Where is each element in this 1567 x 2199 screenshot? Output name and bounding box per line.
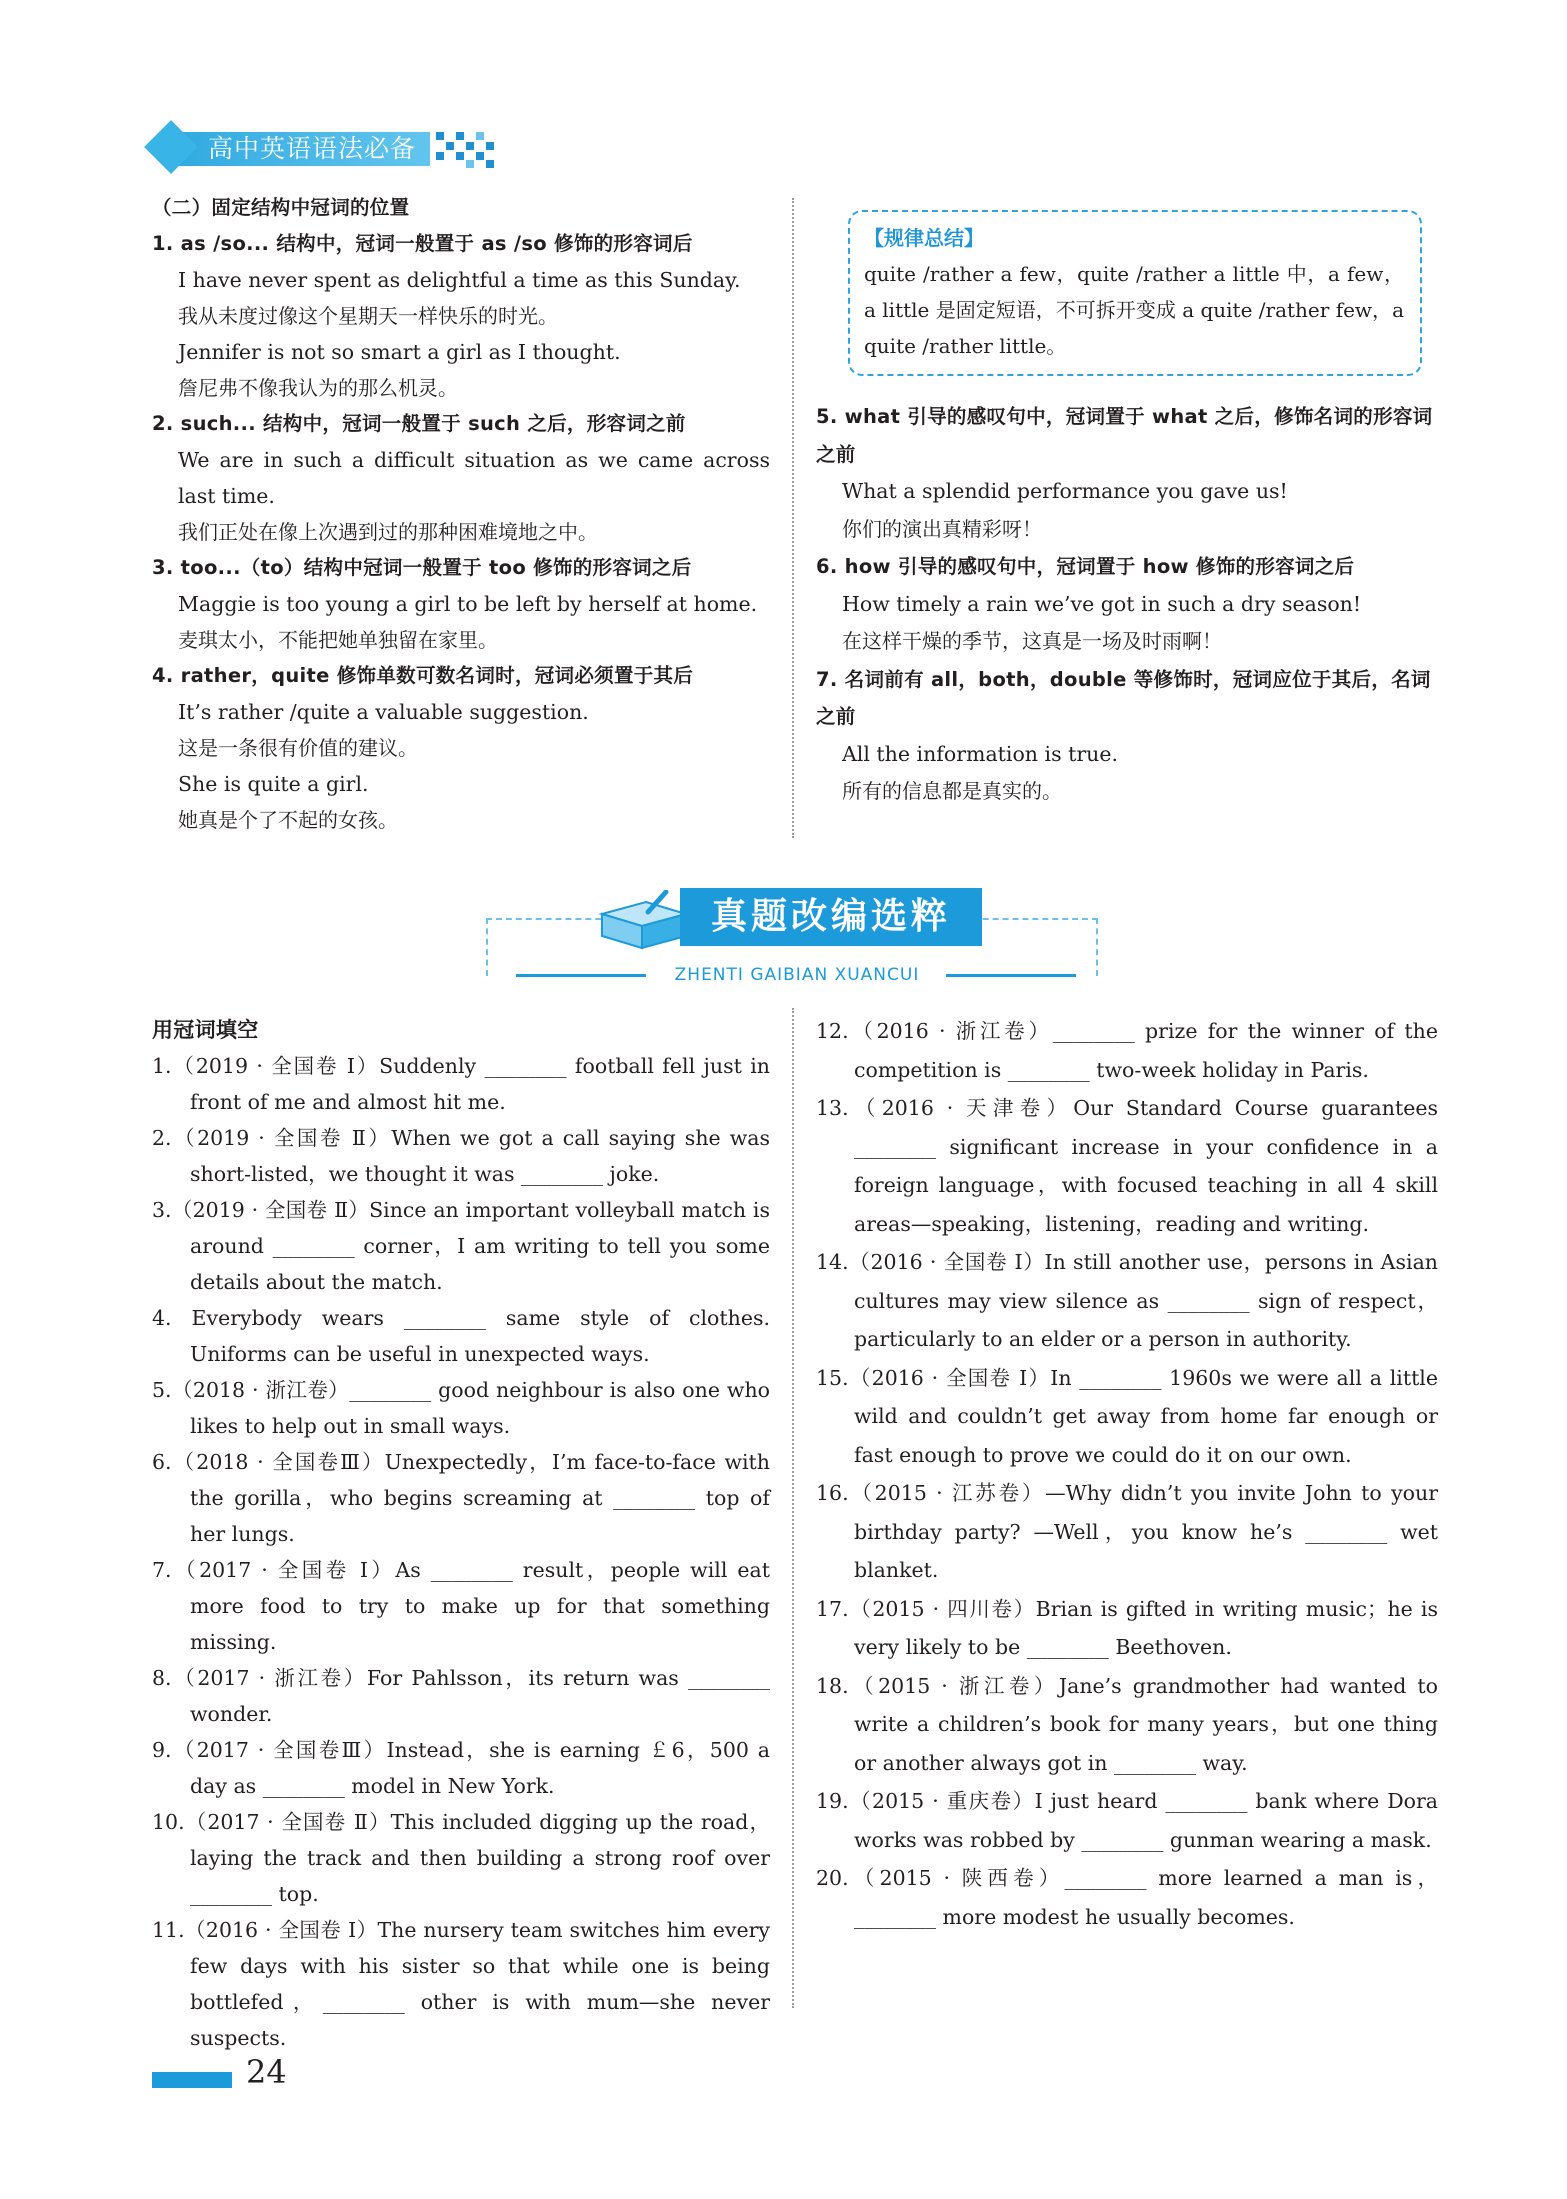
rule-4-example-zh-2: 她真是个了不起的女孩。 <box>178 808 398 832</box>
rule-6-example-zh-1: 在这样干燥的季节，这真是一场及时雨啊！ <box>842 629 1222 653</box>
rule-6-example-en-1: How timely a rain we’ve got in such a dry season! <box>842 591 1362 616</box>
banner-box-pencil-icon <box>596 890 692 950</box>
rule-1-example-en-1: I have never spent as delightful a time as this Sunday. <box>178 268 741 292</box>
rule-1-example-zh-1: 我从未度过像这个星期天一样快乐的时光。 <box>178 304 558 328</box>
exercise-item: 16.（2015 · 江苏卷）—Why didn’t you invite John to your birthday party? —Well，you know he’s ________ wet blanket. <box>816 1481 1438 1582</box>
rule-3-example-zh-1: 麦琪太小，不能把她单独留在家里。 <box>178 628 498 652</box>
exercise-item: 11.（2016 · 全国卷 Ⅰ）The nursery team switches him every few days with his sister so that while one is being bottlefed，________ other is with mum—she never suspects. <box>152 1918 770 2050</box>
exercise-item: 14.（2016 · 全国卷 Ⅰ）In still another use，persons in Asian cultures may view silence as ________ sign of respect，particularly to an elder or a person in authority. <box>816 1250 1438 1351</box>
exercise-item: 18.（2015 · 浙江卷）Jane’s grandmother had wanted to write a children’s book for many years，but one thing or another always got in ________ way. <box>816 1673 1438 1775</box>
rule-1-title: 1. as /so... 结构中，冠词一般置于 as /so 修饰的形容词后 <box>152 232 693 255</box>
rule-1-example-zh-2: 詹尼弗不像我认为的那么机灵。 <box>178 376 458 400</box>
exercise-item: 15.（2016 · 全国卷 Ⅰ）In ________ 1960s we were all a little wild and couldn’t get away from home far enough or fast enough to prove we could do it on our own. <box>816 1365 1438 1467</box>
rule-7-example-zh-1: 所有的信息都是真实的。 <box>842 779 1062 803</box>
rule-7-example-en-1: All the information is true. <box>842 741 1119 766</box>
column-divider-top <box>792 198 794 838</box>
exercise-item: 9.（2017 · 全国卷Ⅲ）Instead，she is earning ￡6，500 a day as ________ model in New York. <box>152 1738 770 1798</box>
exercises-right-column <box>816 1012 1438 1936</box>
footer-accent-bar <box>152 2072 232 2088</box>
exercise-item: 10.（2017 · 全国卷 Ⅱ）This included digging up the road，laying the track and then building a strong roof over ________ top. <box>152 1810 770 1906</box>
rule-3-example-en-1: Maggie is too young a girl to be left by herself at home. <box>178 592 758 616</box>
exercise-item: 13.（2016 · 天津卷）Our Standard Course guarantees ________ significant increase in your confidence in a foreign language，with focused teaching in all 4 skill areas—speaking，listening，reading and writing. <box>816 1096 1438 1236</box>
exercise-item: 17.（2015 · 四川卷）Brian is gifted in writing music；he is very likely to be ________ Beethoven. <box>816 1596 1438 1659</box>
rule-6-title: 6. how 引导的感叹句中，冠词置于 how 修饰的形容词之后 <box>816 555 1355 578</box>
rule-7-title: 7. 名词前有 all，both，double 等修饰时，冠词应位于其后，名词之前 <box>816 667 1431 728</box>
right-rules-column <box>816 398 1438 811</box>
rule-summary-text: quite /rather a few，quite /rather a little 中，a few，a little 是固定短语，不可拆开变成 a quite /rather few，a quite /rather little。 <box>864 262 1404 358</box>
exercise-heading: 用冠词填空 <box>152 1018 259 1042</box>
exercise-item: 7.（2017 · 全国卷 Ⅰ）As ________ result，people will eat more food to try to make up for that something missing. <box>152 1558 770 1654</box>
rule-4-example-zh-1: 这是一条很有价值的建议。 <box>178 736 418 760</box>
book-title: 高中英语语法必备 <box>208 134 417 163</box>
exercise-item: 19.（2015 · 重庆卷）I just heard ________ bank where Dora works was robbed by ________ gunman wearing a mask. <box>816 1789 1438 1852</box>
pixel-pattern-icon <box>436 128 498 168</box>
banner-line-right <box>946 974 1076 977</box>
rule-2-example-en-1: We are in such a difficult situation as we came across last time. <box>178 448 770 508</box>
exercise-item: 2.（2019 · 全国卷 Ⅱ）When we got a call saying she was short-listed，we thought it was ________ joke. <box>152 1126 770 1186</box>
exercise-item: 8.（2017 · 浙江卷）For Pahlsson，its return was ________ wonder. <box>152 1666 770 1726</box>
exercises-left-column <box>152 1012 770 2056</box>
rule-4-title: 4. rather，quite 修饰单数可数名词时，冠词必须置于其后 <box>152 664 694 687</box>
rule-5-title: 5. what 引导的感叹句中，冠词置于 what 之后，修饰名词的形容词之前 <box>816 405 1433 466</box>
column-divider-bottom <box>792 1008 794 2008</box>
exercise-item: 3.（2019 · 全国卷 Ⅱ）Since an important volleyball match is around ________ corner，I am writing to tell you some details about the match. <box>152 1198 770 1294</box>
exercise-item: 4. Everybody wears ________ same style of clothes. Uniforms can be useful in unexpected ways. <box>152 1306 770 1366</box>
exercise-item: 6.（2018 · 全国卷Ⅲ）Unexpectedly，I’m face-to-face with the gorilla，who begins screaming at ________ top of her lungs. <box>152 1450 770 1546</box>
left-rules-column <box>152 190 770 838</box>
exercise-item: 1.（2019 · 全国卷 Ⅰ）Suddenly ________ football fell just in front of me and almost hit me. <box>152 1054 770 1114</box>
banner-title: 真题改编选粹 <box>680 888 982 946</box>
rule-5-example-en-1: What a splendid performance you gave us! <box>842 479 1288 503</box>
exercise-item: 5.（2018 · 浙江卷）________ good neighbour is also one who likes to help out in small ways. <box>152 1378 770 1438</box>
banner-line-left <box>516 974 646 977</box>
rule-summary-heading: 【规律总结】 <box>864 226 984 250</box>
exercise-item: 20.（2015 · 陕西卷）________ more learned a man is，________ more modest he usually becomes. <box>816 1866 1438 1929</box>
rule-2-example-zh-1: 我们正处在像上次遇到过的那种困难境地之中。 <box>178 520 598 544</box>
rule-5-example-zh-1: 你们的演出真精彩呀！ <box>842 516 1042 541</box>
rule-summary-box <box>848 210 1422 376</box>
banner-subtitle: ZHENTI GAIBIAN XUANCUI <box>674 965 920 985</box>
rule-1-example-en-2: Jennifer is not so smart a girl as I thought. <box>178 340 621 364</box>
rule-2-title: 2. such... 结构中，冠词一般置于 such 之后，形容词之前 <box>152 412 686 435</box>
section-heading: （二）固定结构中冠词的位置 <box>152 196 410 219</box>
exercise-item: 12.（2016 · 浙江卷）________ prize for the winner of the competition is ________ two-week holiday in Paris. <box>816 1019 1438 1082</box>
page-number: 24 <box>246 2053 287 2091</box>
rule-3-title: 3. too...（to）结构中冠词一般置于 too 修饰的形容词之后 <box>152 556 692 579</box>
rule-4-example-en-1: It’s rather /quite a valuable suggestion. <box>178 700 589 724</box>
rule-4-example-en-2: She is quite a girl. <box>178 772 369 796</box>
